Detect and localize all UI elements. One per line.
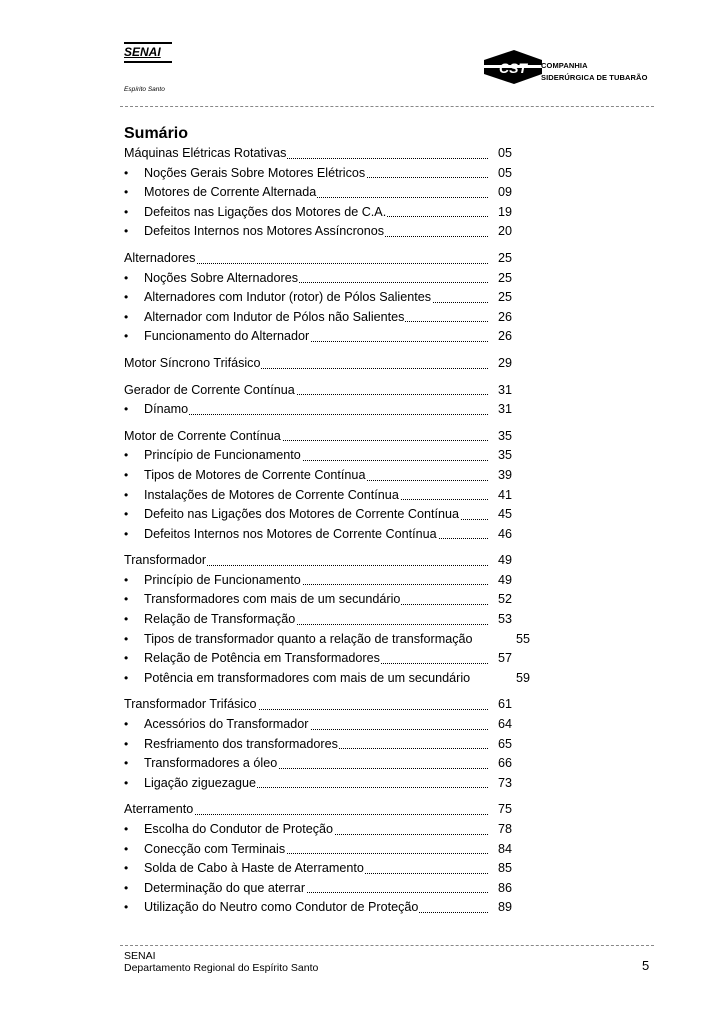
toc-subentry-page: 85 [496,859,512,879]
toc-entry[interactable] [124,800,512,820]
toc-subentry[interactable] [124,754,512,774]
toc-subentry-title: Alternador com Indutor de Pólos não Salientes [144,309,405,324]
toc-subentry[interactable] [124,269,512,289]
toc-subentry[interactable] [124,222,512,242]
bullet-icon: • [124,651,129,666]
toc-entry-title: Máquinas Elétricas Rotativas [124,146,287,160]
toc-subentry-title: Defeitos Internos nos Motores de Corrente Contínua [144,526,437,541]
toc-subentry-page: 57 [496,649,512,669]
toc-section [124,249,654,347]
toc-subentry-title: Noções Sobre Alternadores [144,270,299,285]
bullet-icon: • [124,467,129,482]
bullet-icon: • [124,487,129,502]
toc-subentry-page: 45 [496,505,512,525]
toc-entry-page: 29 [496,354,512,374]
footer-org-line1: SENAI [124,950,156,962]
toc-entry-title: Transformador [124,553,207,568]
senai-logo-bar [124,42,172,44]
table-of-contents [124,124,654,925]
bullet-icon: • [124,402,129,417]
toc-entry-title: Transformador Trifásico [124,697,257,712]
bullet-icon: • [124,861,129,876]
senai-logo [124,42,172,65]
toc-subentry-title: Princípio de Funcionamento [144,448,301,463]
toc-subentry-title: Instalações de Motores de Corrente Contínua [144,487,399,502]
bullet-icon: • [124,329,129,344]
toc-subentry-title: Noções Gerais Sobre Motores Elétricos [144,165,366,180]
toc-subentry[interactable] [124,505,512,525]
toc-subentry-title: Funcionamento do Alternador [144,329,310,344]
toc-subentry-page: 46 [496,525,512,545]
toc-entry-title: Aterramento [124,802,194,817]
bullet-icon: • [124,448,129,463]
toc-entry-title: Gerador de Corrente Contínua [124,382,295,397]
toc-subentry[interactable] [124,183,512,203]
toc-entry[interactable] [124,354,512,374]
toc-subentry-title: Dínamo [144,402,189,417]
toc-subentry-title: Escolha do Condutor de Proteção [144,822,334,836]
toc-subentry-title: Relação de Transformação [144,612,296,627]
bullet-icon: • [124,822,129,836]
toc-subentry-title: Resfriamento dos transformadores [144,736,338,751]
toc-section [124,551,654,688]
toc-subentry-page: 55 [514,630,530,650]
cst-company-name [541,60,648,84]
cst-name-line2: SIDERÚRGICA DE TUBARÃO [541,73,648,82]
bullet-icon: • [124,572,129,587]
toc-subentry[interactable] [124,898,512,918]
toc-entry-page: 25 [496,249,512,269]
toc-entry-title: Alternadores [124,250,196,265]
bullet-icon: • [124,756,129,771]
toc-entry-title: Motor de Corrente Contínua [124,428,281,443]
toc-entry[interactable] [124,144,512,164]
toc-subentry[interactable] [124,859,512,879]
toc-subentry-page: 89 [496,898,512,918]
toc-subentry-page: 09 [496,183,512,203]
toc-subentry[interactable] [124,590,512,610]
toc-subentry-page: 49 [496,571,512,591]
toc-entry[interactable] [124,695,512,715]
toc-subentry[interactable] [124,669,531,689]
toc-subentry-page: 26 [496,327,512,347]
toc-subentry-page: 52 [496,590,512,610]
toc-subentry[interactable] [124,735,512,755]
bullet-icon: • [124,204,129,219]
toc-subentry[interactable] [124,446,512,466]
toc-subentry[interactable] [124,610,512,630]
bullet-icon: • [124,526,129,541]
bullet-icon: • [124,612,129,627]
toc-subentry-title: Defeitos Internos nos Motores Assíncronos [144,224,385,239]
toc-subentry[interactable] [124,571,512,591]
footer-org-line2: Departamento Regional do Espírito Santo [124,962,319,974]
toc-subentry-page: 65 [496,735,512,755]
toc-subentry-page: 39 [496,466,512,486]
toc-subentry-title: Relação de Potência em Transformadores [144,651,380,666]
toc-subentry-title: Transformadores a óleo [144,756,278,771]
toc-subentry-title: Defeito nas Ligações dos Motores de Corrente Contínua [144,507,460,522]
bullet-icon: • [124,270,129,285]
toc-entry[interactable] [124,551,512,571]
toc-subentry-page: 25 [496,269,512,289]
toc-subentry-page: 78 [496,820,512,840]
dot-leader [144,414,488,415]
bullet-icon: • [124,165,129,180]
bullet-icon: • [124,717,129,732]
toc-subentry-page: 26 [496,308,512,328]
toc-subentry-page: 86 [496,879,512,899]
bullet-icon: • [124,880,129,895]
toc-subentry-page: 59 [514,669,530,689]
footer-organization [124,950,318,974]
toc-body [124,144,654,918]
toc-entry-page: 61 [496,695,512,715]
cst-logo-icon [480,50,544,84]
toc-subentry[interactable] [124,879,512,899]
toc-subentry-title: Tipos de Motores de Corrente Contínua [144,467,366,482]
toc-subentry-title: Conecção com Terminais [144,841,286,856]
toc-entry[interactable] [124,427,512,447]
toc-subentry[interactable] [124,327,512,347]
bullet-icon: • [124,592,129,607]
bullet-icon: • [124,507,129,522]
toc-subentry-title: Determinação do que aterrar [144,880,306,895]
toc-subentry[interactable] [124,630,531,650]
toc-section [124,144,654,242]
toc-subentry[interactable] [124,288,512,308]
toc-entry-page: 31 [496,381,512,401]
toc-subentry-title: Acessórios do Transformador [144,717,309,732]
toc-subentry[interactable] [124,820,512,840]
senai-subtitle: Espírito Santo [124,86,165,93]
bullet-icon: • [124,290,129,305]
toc-subentry[interactable] [124,203,512,223]
toc-subentry-page: 64 [496,715,512,735]
toc-subentry-title: Motores de Corrente Alternada [144,185,317,200]
toc-subentry-page: 53 [496,610,512,630]
toc-subentry-title: Solda de Cabo à Haste de Aterramento [144,861,364,876]
toc-section [124,800,654,918]
toc-subentry-page: 73 [496,774,512,794]
toc-subentry-page: 66 [496,754,512,774]
bullet-icon: • [124,900,129,915]
toc-subentry[interactable] [124,715,512,735]
toc-subentry[interactable] [124,649,512,669]
toc-subentry[interactable] [124,466,512,486]
toc-subentry[interactable] [124,486,512,506]
bullet-icon: • [124,736,129,751]
toc-subentry[interactable] [124,308,512,328]
bullet-icon: • [124,841,129,856]
bullet-icon: • [124,631,129,646]
toc-subentry-page: 31 [496,400,512,420]
toc-subentry-title: Princípio de Funcionamento [144,572,301,587]
toc-entry-page: 49 [496,551,512,571]
toc-subentry-title: Alternadores com Indutor (rotor) de Pólos Salientes [144,290,431,305]
toc-section [124,381,654,420]
toc-subentry-title: Potência em transformadores com mais de um secundário [144,670,471,685]
cst-logo-text: CST [499,60,527,76]
page-number: 5 [642,958,650,973]
toc-section [124,354,654,374]
toc-entry[interactable] [124,249,512,269]
toc-subentry[interactable] [124,400,512,420]
senai-logo-bar-bottom [124,61,172,63]
bullet-icon: • [124,224,129,239]
toc-subentry-page: 05 [496,164,512,184]
toc-subentry-title: Ligação ziguezague [144,775,257,790]
toc-subentry[interactable] [124,774,512,794]
toc-entry-title: Motor Síncrono Trifásico [124,355,261,370]
toc-title: Sumário [124,125,189,142]
toc-subentry-page: 35 [496,446,512,466]
toc-subentry-page: 41 [496,486,512,506]
toc-entry-page: 75 [496,800,512,820]
toc-subentry-title: Transformadores com mais de um secundário [144,592,401,607]
bullet-icon: • [124,670,129,685]
toc-subentry-title: Tipos de transformador quanto a relação de transformação [144,631,473,646]
toc-subentry[interactable] [124,164,512,184]
toc-subentry-page: 84 [496,840,512,860]
toc-entry-page: 05 [496,144,512,164]
bullet-icon: • [124,185,129,200]
page-header [0,0,728,110]
toc-subentry[interactable] [124,525,512,545]
toc-subentry-title: Defeitos nas Ligações dos Motores de C.A. [144,204,387,219]
toc-section [124,427,654,545]
header-rule [120,106,654,107]
toc-entry-page: 35 [496,427,512,447]
toc-entry[interactable] [124,381,512,401]
toc-subentry-page: 25 [496,288,512,308]
toc-subentry-page: 19 [496,203,512,223]
bullet-icon: • [124,309,129,324]
cst-name-line1: COMPANHIA [541,61,588,70]
toc-subentry-title: Utilização do Neutro como Condutor de Proteção [144,900,419,915]
footer-rule [120,945,654,946]
toc-subentry[interactable] [124,840,512,860]
senai-logo-text: SENAI [124,45,161,59]
bullet-icon: • [124,775,129,790]
toc-section [124,695,654,793]
toc-subentry-page: 20 [496,222,512,242]
